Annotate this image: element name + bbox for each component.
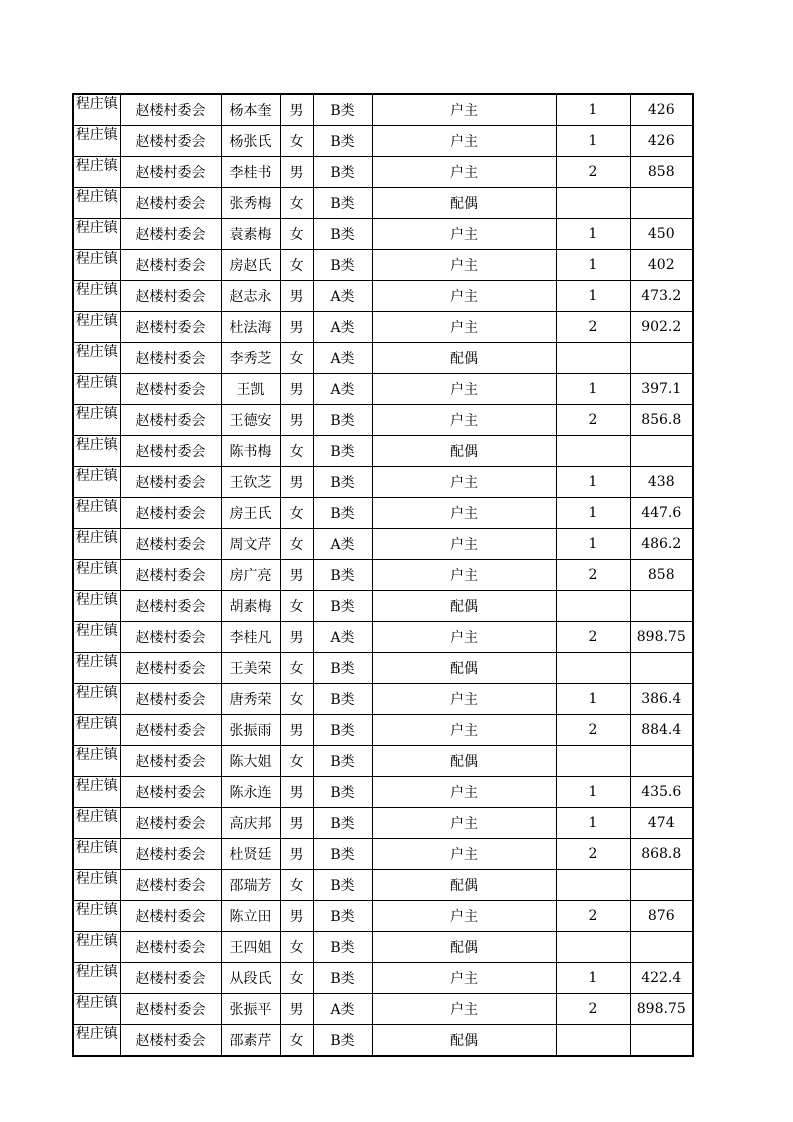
cell-town: 程庄镇: [73, 343, 120, 374]
cell-amount: 858: [630, 157, 693, 188]
cell-gender: 男: [280, 157, 313, 188]
cell-village: 赵楼村委会: [120, 436, 221, 467]
cell-amount: 898.75: [630, 622, 693, 653]
cell-relation: 配偶: [372, 591, 556, 622]
cell-relation: 户主: [372, 281, 556, 312]
table-row: [73, 467, 693, 498]
cell-gender: 男: [280, 467, 313, 498]
cell-village: 赵楼村委会: [120, 901, 221, 932]
cell-category: A类: [313, 622, 372, 653]
cell-amount: 884.4: [630, 715, 693, 746]
cell-category: B类: [313, 591, 372, 622]
cell-category: A类: [313, 529, 372, 560]
cell-relation: 户主: [372, 715, 556, 746]
cell-count: 2: [556, 312, 630, 343]
cell-amount: 450: [630, 219, 693, 250]
cell-village: 赵楼村委会: [120, 498, 221, 529]
cell-relation: 配偶: [372, 870, 556, 901]
cell-relation: 户主: [372, 126, 556, 157]
cell-town: 程庄镇: [73, 467, 120, 498]
cell-count: 1: [556, 684, 630, 715]
cell-category: B类: [313, 746, 372, 777]
cell-name: 张振雨: [221, 715, 280, 746]
cell-town: 程庄镇: [73, 436, 120, 467]
cell-name: 胡素梅: [221, 591, 280, 622]
cell-gender: 女: [280, 343, 313, 374]
cell-name: 杨本奎: [221, 94, 280, 126]
cell-name: 张振平: [221, 994, 280, 1025]
cell-town: 程庄镇: [73, 281, 120, 312]
cell-village: 赵楼村委会: [120, 622, 221, 653]
cell-gender: 女: [280, 591, 313, 622]
cell-relation: 配偶: [372, 343, 556, 374]
cell-village: 赵楼村委会: [120, 591, 221, 622]
cell-category: B类: [313, 963, 372, 994]
cell-amount: [630, 188, 693, 219]
cell-amount: 435.6: [630, 777, 693, 808]
cell-category: A类: [313, 281, 372, 312]
cell-gender: 男: [280, 808, 313, 839]
cell-village: 赵楼村委会: [120, 312, 221, 343]
cell-count: 1: [556, 219, 630, 250]
cell-count: 2: [556, 157, 630, 188]
cell-relation: 户主: [372, 312, 556, 343]
cell-amount: 426: [630, 126, 693, 157]
cell-amount: [630, 746, 693, 777]
cell-category: B类: [313, 157, 372, 188]
table-row: [73, 622, 693, 653]
cell-town: 程庄镇: [73, 653, 120, 684]
cell-count: 2: [556, 560, 630, 591]
table-row: [73, 777, 693, 808]
cell-amount: 902.2: [630, 312, 693, 343]
cell-amount: [630, 653, 693, 684]
cell-count: 1: [556, 777, 630, 808]
table-row: [73, 126, 693, 157]
table-row: [73, 560, 693, 591]
cell-village: 赵楼村委会: [120, 188, 221, 219]
cell-relation: 户主: [372, 839, 556, 870]
cell-amount: 473.2: [630, 281, 693, 312]
cell-relation: 配偶: [372, 932, 556, 963]
cell-town: 程庄镇: [73, 250, 120, 281]
cell-town: 程庄镇: [73, 591, 120, 622]
cell-village: 赵楼村委会: [120, 529, 221, 560]
table-row: [73, 498, 693, 529]
cell-gender: 女: [280, 684, 313, 715]
cell-category: B类: [313, 560, 372, 591]
cell-category: B类: [313, 436, 372, 467]
cell-relation: 户主: [372, 560, 556, 591]
cell-town: 程庄镇: [73, 808, 120, 839]
cell-count: 2: [556, 715, 630, 746]
cell-village: 赵楼村委会: [120, 157, 221, 188]
table-row: [73, 281, 693, 312]
cell-name: 高庆邦: [221, 808, 280, 839]
cell-count: 2: [556, 622, 630, 653]
cell-gender: 女: [280, 746, 313, 777]
cell-category: B类: [313, 250, 372, 281]
cell-amount: [630, 1025, 693, 1057]
cell-category: B类: [313, 901, 372, 932]
cell-relation: 户主: [372, 901, 556, 932]
cell-amount: 422.4: [630, 963, 693, 994]
cell-name: 房广亮: [221, 560, 280, 591]
cell-count: [556, 188, 630, 219]
cell-count: 1: [556, 467, 630, 498]
cell-amount: 858: [630, 560, 693, 591]
cell-town: 程庄镇: [73, 1025, 120, 1057]
cell-category: B类: [313, 188, 372, 219]
cell-amount: 856.8: [630, 405, 693, 436]
cell-count: 1: [556, 529, 630, 560]
cell-relation: 户主: [372, 529, 556, 560]
cell-town: 程庄镇: [73, 560, 120, 591]
cell-category: A类: [313, 994, 372, 1025]
cell-count: 1: [556, 498, 630, 529]
cell-gender: 男: [280, 777, 313, 808]
cell-gender: 女: [280, 653, 313, 684]
cell-category: B类: [313, 808, 372, 839]
cell-amount: 426: [630, 94, 693, 126]
cell-name: 邵瑞芳: [221, 870, 280, 901]
cell-gender: 女: [280, 498, 313, 529]
cell-gender: 女: [280, 436, 313, 467]
cell-count: 2: [556, 839, 630, 870]
cell-town: 程庄镇: [73, 94, 120, 126]
cell-amount: 438: [630, 467, 693, 498]
cell-amount: 447.6: [630, 498, 693, 529]
cell-name: 李桂书: [221, 157, 280, 188]
cell-gender: 男: [280, 715, 313, 746]
cell-town: 程庄镇: [73, 870, 120, 901]
cell-amount: 402: [630, 250, 693, 281]
cell-town: 程庄镇: [73, 901, 120, 932]
table-row: [73, 963, 693, 994]
cell-relation: 配偶: [372, 1025, 556, 1057]
table-row: [73, 219, 693, 250]
cell-town: 程庄镇: [73, 126, 120, 157]
cell-relation: 户主: [372, 622, 556, 653]
cell-town: 程庄镇: [73, 405, 120, 436]
cell-village: 赵楼村委会: [120, 219, 221, 250]
cell-gender: 男: [280, 622, 313, 653]
cell-village: 赵楼村委会: [120, 374, 221, 405]
cell-gender: 男: [280, 94, 313, 126]
cell-town: 程庄镇: [73, 622, 120, 653]
cell-relation: 配偶: [372, 746, 556, 777]
cell-count: 2: [556, 405, 630, 436]
cell-count: 1: [556, 281, 630, 312]
cell-village: 赵楼村委会: [120, 343, 221, 374]
cell-village: 赵楼村委会: [120, 746, 221, 777]
cell-name: 王美荣: [221, 653, 280, 684]
cell-name: 从段氏: [221, 963, 280, 994]
cell-gender: 男: [280, 281, 313, 312]
table-row: [73, 343, 693, 374]
cell-category: B类: [313, 870, 372, 901]
cell-name: 袁素梅: [221, 219, 280, 250]
table-row: [73, 932, 693, 963]
cell-village: 赵楼村委会: [120, 250, 221, 281]
table-row: [73, 436, 693, 467]
records-table-body: [73, 94, 693, 1056]
cell-gender: 女: [280, 529, 313, 560]
cell-count: [556, 1025, 630, 1057]
cell-town: 程庄镇: [73, 374, 120, 405]
cell-name: 陈立田: [221, 901, 280, 932]
cell-name: 陈永连: [221, 777, 280, 808]
cell-category: B类: [313, 839, 372, 870]
table-row: [73, 994, 693, 1025]
cell-category: B类: [313, 715, 372, 746]
cell-amount: 486.2: [630, 529, 693, 560]
table-row: [73, 312, 693, 343]
cell-town: 程庄镇: [73, 932, 120, 963]
cell-category: B类: [313, 126, 372, 157]
cell-gender: 女: [280, 870, 313, 901]
table-row: [73, 374, 693, 405]
cell-relation: 户主: [372, 250, 556, 281]
cell-amount: 876: [630, 901, 693, 932]
cell-village: 赵楼村委会: [120, 839, 221, 870]
table-row: [73, 653, 693, 684]
cell-amount: [630, 436, 693, 467]
cell-name: 周文芹: [221, 529, 280, 560]
cell-gender: 男: [280, 312, 313, 343]
cell-count: 1: [556, 963, 630, 994]
cell-relation: 户主: [372, 963, 556, 994]
cell-town: 程庄镇: [73, 839, 120, 870]
cell-gender: 女: [280, 126, 313, 157]
cell-name: 王四姐: [221, 932, 280, 963]
table-row: [73, 870, 693, 901]
cell-count: [556, 870, 630, 901]
cell-gender: 男: [280, 994, 313, 1025]
cell-category: B类: [313, 405, 372, 436]
cell-relation: 配偶: [372, 653, 556, 684]
cell-name: 王德安: [221, 405, 280, 436]
cell-category: A类: [313, 343, 372, 374]
cell-relation: 户主: [372, 994, 556, 1025]
cell-relation: 户主: [372, 374, 556, 405]
cell-gender: 男: [280, 560, 313, 591]
table-row: [73, 715, 693, 746]
cell-name: 李桂凡: [221, 622, 280, 653]
table-row: [73, 808, 693, 839]
cell-category: B类: [313, 467, 372, 498]
cell-count: [556, 591, 630, 622]
table-row: [73, 1025, 693, 1057]
cell-gender: 男: [280, 901, 313, 932]
cell-relation: 户主: [372, 405, 556, 436]
cell-category: B类: [313, 684, 372, 715]
cell-amount: [630, 591, 693, 622]
cell-count: [556, 343, 630, 374]
cell-name: 杜贤廷: [221, 839, 280, 870]
cell-village: 赵楼村委会: [120, 808, 221, 839]
cell-gender: 男: [280, 405, 313, 436]
cell-name: 陈大姐: [221, 746, 280, 777]
cell-town: 程庄镇: [73, 157, 120, 188]
cell-town: 程庄镇: [73, 219, 120, 250]
cell-count: [556, 653, 630, 684]
cell-amount: 898.75: [630, 994, 693, 1025]
cell-gender: 男: [280, 374, 313, 405]
cell-category: A类: [313, 312, 372, 343]
cell-town: 程庄镇: [73, 312, 120, 343]
cell-village: 赵楼村委会: [120, 653, 221, 684]
cell-town: 程庄镇: [73, 715, 120, 746]
cell-count: 1: [556, 250, 630, 281]
cell-town: 程庄镇: [73, 777, 120, 808]
cell-category: B类: [313, 777, 372, 808]
table-row: [73, 839, 693, 870]
cell-amount: 386.4: [630, 684, 693, 715]
cell-count: 1: [556, 374, 630, 405]
cell-gender: 女: [280, 250, 313, 281]
cell-name: 赵志永: [221, 281, 280, 312]
cell-name: 李秀芝: [221, 343, 280, 374]
table-row: [73, 250, 693, 281]
cell-gender: 女: [280, 963, 313, 994]
cell-village: 赵楼村委会: [120, 684, 221, 715]
cell-gender: 女: [280, 188, 313, 219]
cell-village: 赵楼村委会: [120, 560, 221, 591]
cell-village: 赵楼村委会: [120, 405, 221, 436]
cell-count: 1: [556, 808, 630, 839]
cell-town: 程庄镇: [73, 684, 120, 715]
cell-count: [556, 436, 630, 467]
cell-amount: [630, 870, 693, 901]
cell-village: 赵楼村委会: [120, 281, 221, 312]
cell-town: 程庄镇: [73, 994, 120, 1025]
table-row: [73, 591, 693, 622]
cell-relation: 户主: [372, 94, 556, 126]
cell-category: B类: [313, 94, 372, 126]
cell-name: 唐秀荣: [221, 684, 280, 715]
cell-gender: 女: [280, 932, 313, 963]
cell-name: 房王氏: [221, 498, 280, 529]
cell-relation: 户主: [372, 777, 556, 808]
cell-category: B类: [313, 1025, 372, 1057]
cell-category: A类: [313, 374, 372, 405]
cell-category: B类: [313, 932, 372, 963]
cell-count: 2: [556, 901, 630, 932]
cell-village: 赵楼村委会: [120, 94, 221, 126]
cell-relation: 户主: [372, 157, 556, 188]
cell-relation: 户主: [372, 498, 556, 529]
cell-town: 程庄镇: [73, 498, 120, 529]
table-row: [73, 405, 693, 436]
cell-amount: 397.1: [630, 374, 693, 405]
cell-relation: 户主: [372, 467, 556, 498]
cell-village: 赵楼村委会: [120, 994, 221, 1025]
records-table: [72, 93, 694, 1057]
cell-name: 杜法海: [221, 312, 280, 343]
cell-name: 张秀梅: [221, 188, 280, 219]
cell-count: 2: [556, 994, 630, 1025]
cell-gender: 女: [280, 1025, 313, 1057]
table-row: [73, 529, 693, 560]
cell-amount: [630, 343, 693, 374]
cell-amount: 868.8: [630, 839, 693, 870]
cell-gender: 男: [280, 839, 313, 870]
table-row: [73, 746, 693, 777]
cell-name: 邵素芹: [221, 1025, 280, 1057]
cell-village: 赵楼村委会: [120, 870, 221, 901]
cell-name: 杨张氏: [221, 126, 280, 157]
cell-name: 王钦芝: [221, 467, 280, 498]
cell-name: 房赵氏: [221, 250, 280, 281]
cell-category: B类: [313, 219, 372, 250]
cell-village: 赵楼村委会: [120, 932, 221, 963]
cell-gender: 女: [280, 219, 313, 250]
cell-count: 1: [556, 126, 630, 157]
cell-village: 赵楼村委会: [120, 467, 221, 498]
cell-name: 王凯: [221, 374, 280, 405]
cell-relation: 户主: [372, 684, 556, 715]
table-row: [73, 901, 693, 932]
cell-amount: [630, 932, 693, 963]
cell-town: 程庄镇: [73, 529, 120, 560]
cell-name: 陈书梅: [221, 436, 280, 467]
cell-relation: 配偶: [372, 436, 556, 467]
cell-village: 赵楼村委会: [120, 963, 221, 994]
cell-relation: 户主: [372, 219, 556, 250]
cell-village: 赵楼村委会: [120, 715, 221, 746]
cell-relation: 户主: [372, 808, 556, 839]
table-row: [73, 684, 693, 715]
table-row: [73, 94, 693, 126]
table-row: [73, 157, 693, 188]
cell-town: 程庄镇: [73, 963, 120, 994]
cell-count: [556, 746, 630, 777]
cell-town: 程庄镇: [73, 188, 120, 219]
cell-category: B类: [313, 653, 372, 684]
cell-count: 1: [556, 94, 630, 126]
table-row: [73, 188, 693, 219]
cell-count: [556, 932, 630, 963]
cell-village: 赵楼村委会: [120, 126, 221, 157]
cell-village: 赵楼村委会: [120, 777, 221, 808]
cell-relation: 配偶: [372, 188, 556, 219]
cell-town: 程庄镇: [73, 746, 120, 777]
cell-village: 赵楼村委会: [120, 1025, 221, 1057]
cell-amount: 474: [630, 808, 693, 839]
cell-category: B类: [313, 498, 372, 529]
